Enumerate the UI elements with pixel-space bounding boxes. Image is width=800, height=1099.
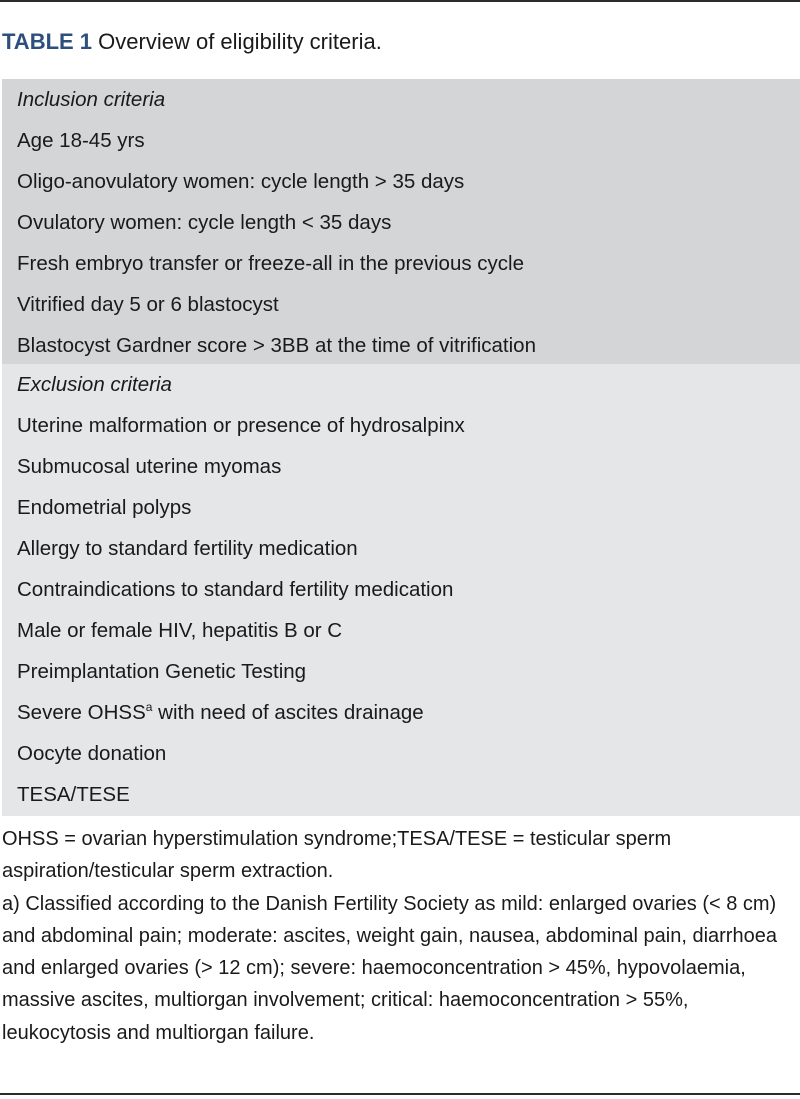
inclusion-item: Blastocyst Gardner score > 3BB at the time of vitrification bbox=[17, 334, 536, 357]
inclusion-heading: Inclusion criteria bbox=[17, 88, 166, 111]
exclusion-item-ohss bbox=[2, 692, 800, 733]
exclusion-item: Endometrial polyps bbox=[17, 496, 192, 519]
table-label: TABLE 1 bbox=[2, 29, 93, 54]
exclusion-item: Contraindications to standard fertility medication bbox=[17, 578, 454, 601]
exclusion-item: Male or female HIV, hepatitis B or C bbox=[17, 619, 343, 642]
exclusion-section bbox=[2, 364, 800, 816]
exclusion-item: Uterine malformation or presence of hydrosalpinx bbox=[17, 414, 465, 437]
ohss-term: Severe OHSS bbox=[17, 701, 146, 724]
table-title: Overview of eligibility criteria. bbox=[98, 29, 382, 54]
exclusion-item: TESA/TESE bbox=[17, 783, 130, 806]
inclusion-item: Vitrified day 5 or 6 blastocyst bbox=[17, 293, 279, 316]
footnote-a: a) Classified according to the Danish Fertility Society as mild: enlarged ovaries (< 8 cm) and abdominal pain; moderate: ascites, weight gain, nausea, abdominal pain, diarrhoea and enlarged ovaries (> 12 cm); severe: haemoconcentration > 45%, hypovolaemia, massive ascites, multiorgan involvement; critical: haemoconcentration > 55%, leukocytosis and multiorgan failure. bbox=[2, 892, 777, 1044]
inclusion-section bbox=[2, 79, 800, 364]
exclusion-item: Preimplantation Genetic Testing bbox=[17, 660, 307, 683]
exclusion-item: Oocyte donation bbox=[17, 742, 167, 765]
inclusion-item: Oligo-anovulatory women: cycle length > 35 days bbox=[17, 170, 465, 193]
inclusion-item: Age 18-45 yrs bbox=[17, 129, 145, 152]
inclusion-item: Ovulatory women: cycle length < 35 days bbox=[17, 211, 392, 234]
top-rule bbox=[0, 0, 800, 2]
abbreviations-note: OHSS = ovarian hyperstimulation syndrome;TESA/TESE = testicular sperm aspiration/testicular sperm extraction. bbox=[2, 828, 672, 883]
ohss-suffix: with need of ascites drainage bbox=[152, 701, 424, 724]
exclusion-item: Submucosal uterine myomas bbox=[17, 455, 282, 478]
bottom-rule bbox=[0, 1093, 800, 1095]
exclusion-heading: Exclusion criteria bbox=[17, 373, 172, 396]
footnote-marker-a: a bbox=[145, 700, 153, 714]
table-caption bbox=[2, 26, 382, 58]
inclusion-item: Fresh embryo transfer or freeze-all in the previous cycle bbox=[17, 252, 525, 275]
table-footnotes bbox=[2, 823, 800, 1049]
exclusion-item: Allergy to standard fertility medication bbox=[17, 537, 358, 560]
